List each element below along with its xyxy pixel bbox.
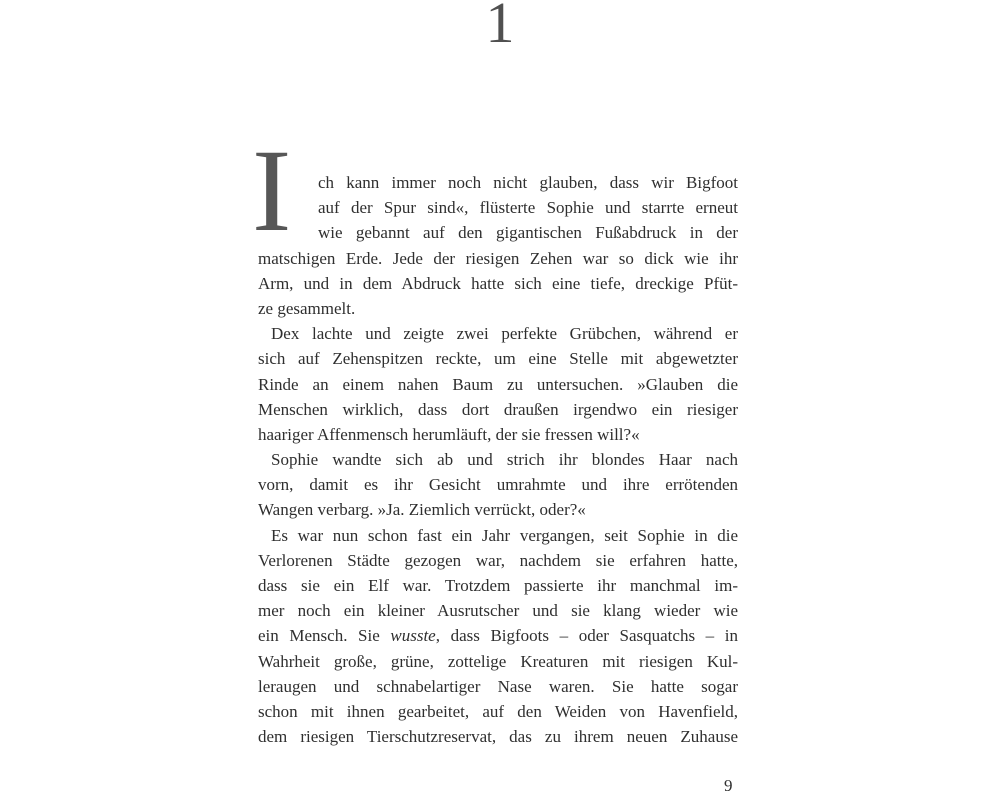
emphasis-word: wusste — [390, 626, 436, 646]
page-number: 9 — [724, 776, 733, 795]
text-line: vorn, damit es ihr Gesicht umrahmte und ihre errötenden — [258, 475, 738, 495]
drop-cap: I — [252, 125, 292, 256]
text-line: wie gebannt auf den gigantischen Fußabdruck in der — [318, 223, 738, 243]
text-line: matschigen Erde. Jede der riesigen Zehen war so dick wie ihr — [258, 248, 738, 268]
text-line: Wahrheit große, grüne, zottelige Kreaturen mit riesigen Kul- — [258, 651, 738, 671]
text-line: sich auf Zehenspitzen reckte, um eine Stelle mit abgewetzter — [258, 349, 738, 369]
text-line: Rinde an einem nahen Baum zu untersuchen. »Glauben die — [258, 374, 738, 394]
page-text — [252, 125, 738, 749]
text-line: Sophie wandte sich ab und strich ihr blondes Haar nach — [271, 450, 738, 470]
text-line: Verlorenen Städte gezogen war, nachdem sie erfahren hatte, — [258, 550, 738, 570]
text-line: mer noch ein kleiner Ausrutscher und sie klang wieder wie — [258, 601, 738, 621]
text-segment: ein Mensch. Sie — [258, 626, 380, 646]
text-line: Menschen wirklich, dass dort draußen irgendwo ein riesiger — [258, 399, 738, 419]
text-line: leraugen und schnabelartiger Nase waren. Sie hatte sogar — [258, 676, 738, 696]
text-line: dass sie ein Elf war. Trotzdem passierte ihr manchmal im- — [258, 576, 738, 595]
text-line: dem riesigen Tierschutzreservat, das zu ihrem neuen Zuhause — [258, 727, 738, 747]
text-line: haariger Affenmensch herumläuft, der sie fressen will?« — [258, 424, 640, 444]
text-line: auf der Spur sind«, flüsterte Sophie und starrte erneut — [318, 198, 738, 218]
text-line: ze gesammelt. — [258, 298, 356, 318]
chapter-number: 1 — [485, 0, 515, 55]
text-line: Wangen verbarg. »Ja. Ziemlich verrückt, oder?« — [258, 500, 586, 520]
text-segment: , dass Bigfoots – oder Sasquatchs – in — [435, 626, 738, 646]
text-line: ch kann immer noch nicht glauben, dass wir Bigfoot — [318, 173, 738, 192]
text-line: Es war nun schon fast ein Jahr vergangen, seit Sophie in die — [271, 525, 738, 545]
text-line: schon mit ihnen gearbeitet, auf den Weiden von Havenfield, — [258, 701, 738, 721]
text-line — [258, 623, 738, 648]
text-line: Arm, und in dem Abdruck hatte sich eine tiefe, dreckige Pfüt- — [258, 273, 738, 293]
text-line: Dex lachte und zeigte zwei perfekte Grübchen, während er — [271, 324, 738, 344]
